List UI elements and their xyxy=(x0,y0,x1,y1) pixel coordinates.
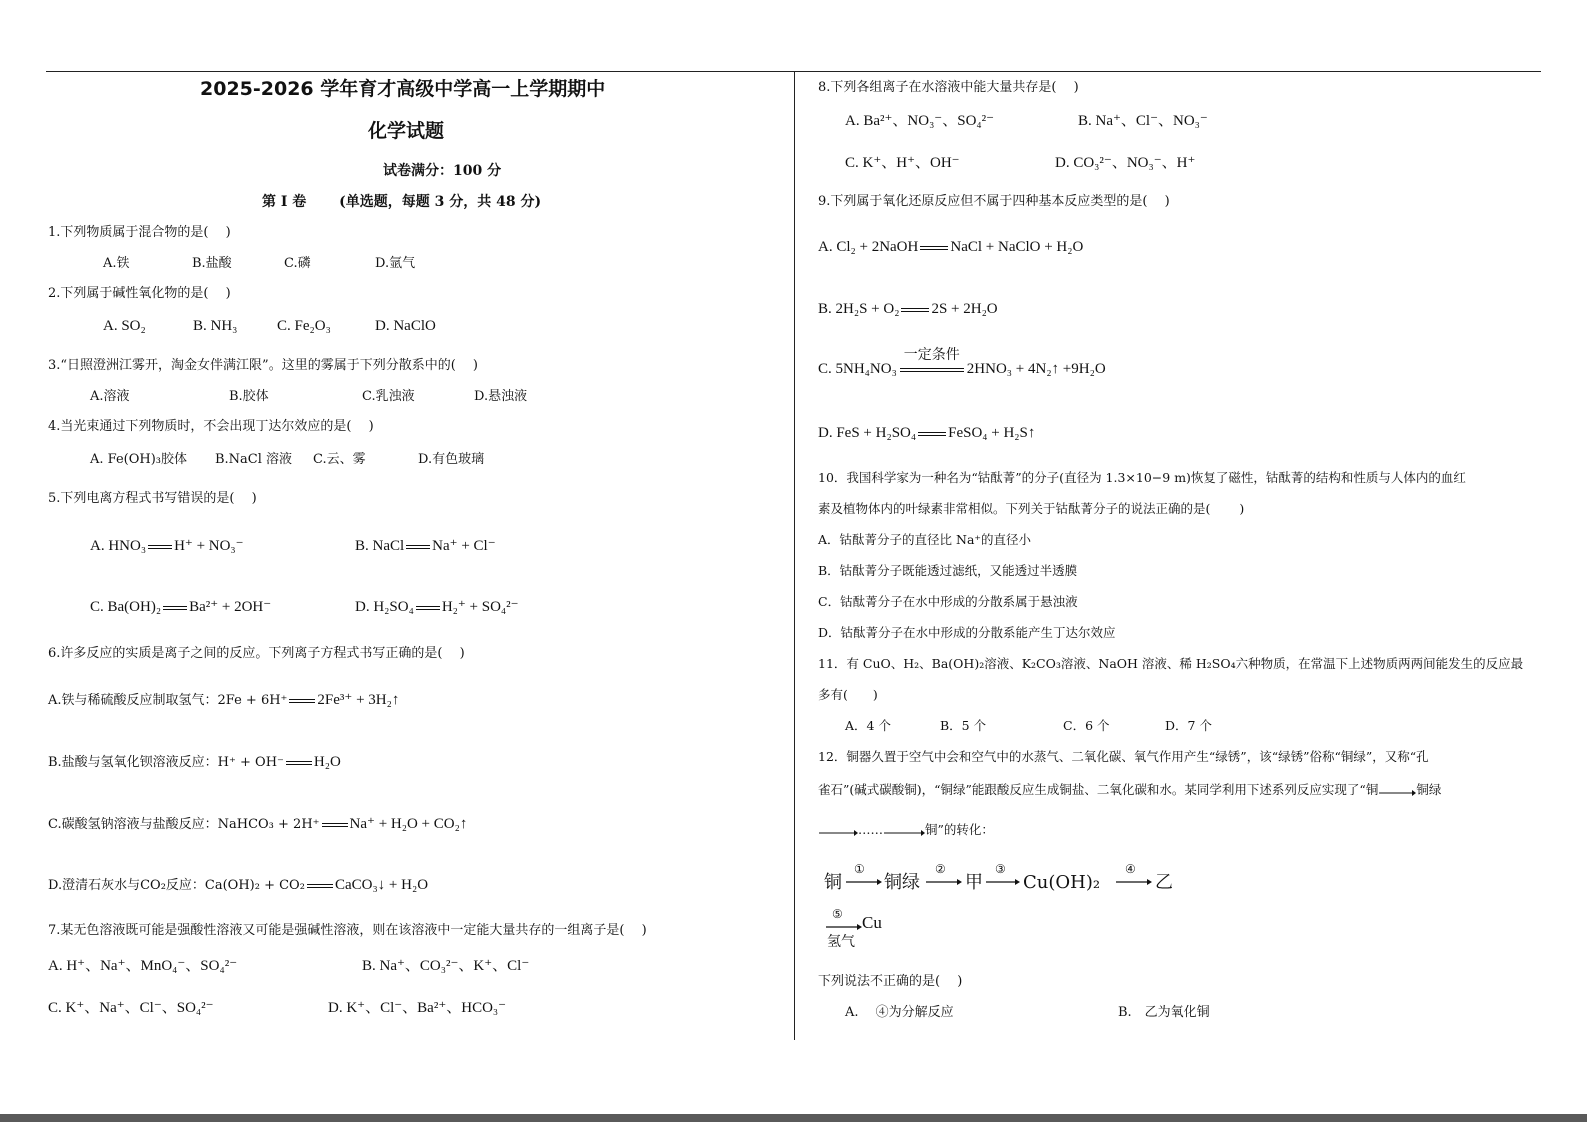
q6-d-right: CaCO₃↓ + H₂O xyxy=(334,877,429,893)
question-8: 8.下列各组离子在水溶液中能大量共存是( ) xyxy=(818,80,1079,95)
q1-option-c: C.磷 xyxy=(284,256,311,271)
q1-option-b: B.盐酸 xyxy=(192,256,232,271)
chain-copper: 铜 xyxy=(824,872,842,893)
question-7: 7.某无色溶液既可能是强酸性溶液又可能是强碱性溶液，则在该溶液中一定能大量共存的一组离子是( ) xyxy=(48,923,647,938)
q6-option-c xyxy=(48,815,467,833)
q1-option-d: D.氩气 xyxy=(375,256,416,271)
q3-option-d: D.悬浊液 xyxy=(474,389,528,404)
q11-option-b: B．5 个 xyxy=(940,718,987,733)
bottom-bar xyxy=(0,1114,1587,1122)
chain-step-2: ② xyxy=(935,862,946,876)
arrow-icon xyxy=(846,876,882,886)
question-10-line-2: 素及植物体内的叶绿素非常相似。下列关于钴酞菁分子的说法正确的是( ) xyxy=(818,501,1245,516)
q5-d-reactants: D. H₂SO₄ xyxy=(355,599,414,615)
q4-option-b: B.NaCl 溶液 xyxy=(215,452,293,467)
q5-b-products: Na⁺ + Cl⁻ xyxy=(432,538,496,554)
q6-b-left: B.盐酸与氢氧化钡溶液反应：H⁺ + OH⁻ xyxy=(48,755,284,770)
q12-question: 下列说法不正确的是( ) xyxy=(818,974,963,989)
q8-option-a: A. Ba²⁺、NO₃⁻、SO₄²⁻ xyxy=(845,113,995,129)
equals-sign xyxy=(307,884,333,888)
q9-option-b xyxy=(818,300,998,318)
q8-option-d: D. CO₃²⁻、NO₃⁻、H⁺ xyxy=(1055,155,1196,171)
q8-option-b: B. Na⁺、Cl⁻、NO₃⁻ xyxy=(1078,113,1208,129)
q11-option-a: A．4 个 xyxy=(845,718,891,733)
arrow-icon xyxy=(1378,785,1416,797)
equals-sign xyxy=(416,606,440,610)
q5-option-d xyxy=(355,598,519,616)
question-12-line-2 xyxy=(818,782,1441,797)
q6-a-right: 2Fe³⁺ + 3H₂↑ xyxy=(317,692,400,708)
question-12-line-1: 12．铜器久置于空气中会和空气中的水蒸气、二氧化碳、氧气作用产生“绿锈”，该“绿锈”俗称“铜绿”，又称“孔 xyxy=(818,749,1429,764)
subject-title: 化学试题 xyxy=(368,120,445,142)
question-9: 9.下列属于氧化还原反应但不属于四种基本反应类型的是( ) xyxy=(818,194,1170,209)
arrow-icon xyxy=(926,876,962,886)
equals-sign xyxy=(920,246,948,250)
q11-option-c: C．6 个 xyxy=(1063,718,1110,733)
q5-option-a xyxy=(90,537,244,555)
q11-option-d: D．7 个 xyxy=(1165,718,1212,733)
chain-step-5: ⑤ xyxy=(832,907,843,921)
chain-step-1: ① xyxy=(854,862,865,876)
q6-option-b xyxy=(48,753,341,771)
q9-option-d xyxy=(818,424,1035,442)
arrow-icon xyxy=(1116,876,1152,886)
q9-b-products: 2S + 2H₂O xyxy=(931,301,998,317)
q2-option-b: B. NH₃ xyxy=(193,318,238,334)
q6-option-a xyxy=(48,691,399,709)
q10-option-b: B．钴酞菁分子既能透过滤纸，又能透过半透膜 xyxy=(818,563,1078,578)
q5-d-products: H₂⁺ + SO₄²⁻ xyxy=(441,599,519,615)
chain-verdigris: 铜绿 xyxy=(884,872,920,893)
chain-step-3: ③ xyxy=(995,862,1006,876)
equals-sign xyxy=(322,823,348,827)
q5-option-b xyxy=(355,537,496,555)
equals-sign xyxy=(901,308,929,312)
q8-option-c: C. K⁺、H⁺、OH⁻ xyxy=(845,155,960,171)
question-4: 4.当光束通过下列物质时，不会出现丁达尔效应的是( ) xyxy=(48,419,374,434)
question-11-line-2: 多有( ) xyxy=(818,687,878,702)
q3-option-b: B.胶体 xyxy=(229,389,269,404)
page-title: 2025-2026 学年育才高级中学高一上学期期中 xyxy=(200,78,606,100)
q5-a-reactants: A. HNO₃ xyxy=(90,538,147,554)
question-2: 2.下列属于碱性氧化物的是( ) xyxy=(48,286,231,301)
q6-b-right: H₂O xyxy=(313,754,341,770)
equals-sign xyxy=(148,545,172,549)
q7-option-b: B. Na⁺、CO₃²⁻、K⁺、Cl⁻ xyxy=(362,958,530,974)
equals-sign xyxy=(286,761,312,765)
q10-option-d: D．钴酞菁分子在水中形成的分散系能产生丁达尔效应 xyxy=(818,625,1116,640)
q5-c-reactants: C. Ba(OH)₂ xyxy=(90,599,162,615)
q5-c-products: Ba²⁺ + 2OH⁻ xyxy=(189,599,272,615)
q2-option-c: C. Fe₂O₃ xyxy=(277,318,331,334)
chain-step-4: ④ xyxy=(1125,862,1136,876)
section-heading: 第 I 卷 (单选题，每题 3 分，共 48 分) xyxy=(262,194,542,210)
arrow-icon xyxy=(986,876,1020,886)
q6-d-left: D.澄清石灰水与CO₂反应：Ca(OH)₂ + CO₂ xyxy=(48,878,305,893)
equals-sign xyxy=(918,432,946,436)
question-6: 6.许多反应的实质是离子之间的反应。下列离子方程式书写正确的是( ) xyxy=(48,646,465,661)
q9-a-reactants: A. Cl₂ + 2NaOH xyxy=(818,239,919,255)
score-line: 试卷满分：100 分 xyxy=(383,163,502,179)
chain-cu-product: Cu xyxy=(862,913,882,932)
chain-copper-hydroxide: Cu(OH)₂ xyxy=(1023,872,1101,893)
q12-option-a: A. ④为分解反应 xyxy=(845,1005,954,1020)
q9-c-condition: 一定条件 xyxy=(903,346,960,363)
question-3: 3.“日照澄洲江雾开，淘金女伴满江限”。这里的雾属于下列分散系中的( ) xyxy=(48,358,478,373)
q9-b-reactants: B. 2H₂S + O₂ xyxy=(818,301,900,317)
chain-yi: 乙 xyxy=(1155,872,1173,893)
arrow-icon xyxy=(818,825,858,837)
q6-a-left: A.铁与稀硫酸反应制取氢气：2Fe + 6H⁺ xyxy=(48,693,288,708)
column-divider xyxy=(794,72,795,1040)
equals-sign xyxy=(163,606,187,610)
question-5: 5.下列电离方程式书写错误的是( ) xyxy=(48,491,257,506)
question-1: 1.下列物质属于混合物的是( ) xyxy=(48,225,231,240)
q9-c-reactants: C. 5NH₄NO₃ xyxy=(818,361,897,377)
q9-option-a xyxy=(818,238,1083,256)
q5-option-c xyxy=(90,598,271,616)
q10-option-a: A．钴酞菁分子的直径比 Na⁺的直径小 xyxy=(818,532,1031,547)
q6-c-right: Na⁺ + H₂O + CO₂↑ xyxy=(349,816,468,832)
q4-option-d: D.有色玻璃 xyxy=(418,452,485,467)
q6-c-left: C.碳酸氢钠溶液与盐酸反应：NaHCO₃ + 2H⁺ xyxy=(48,817,320,832)
q7-option-a: A. H⁺、Na⁺、MnO₄⁻、SO₄²⁻ xyxy=(48,958,238,974)
q12-line-2-text: 雀石”(碱式碳酸铜)，“铜绿”能跟酸反应生成铜盐、二氧化碳和水。某同学利用下述系列反应实现了“铜 xyxy=(818,782,1379,797)
question-10-line-1: 10．我国科学家为一种名为“钴酞菁”的分子(直径为 1.3×10−9 m)恢复了磁性，钴酞菁的结构和性质与人体内的血红 xyxy=(818,470,1466,485)
question-11-line-1: 11．有 CuO、H₂、Ba(OH)₂溶液、K₂CO₃溶液、NaOH 溶液、稀 H₂SO₄六种物质，在常温下上述物质两两间能发生的反应最 xyxy=(818,656,1524,671)
equals-sign xyxy=(289,699,315,703)
arrow-icon xyxy=(826,921,862,931)
q7-option-d: D. K⁺、Cl⁻、Ba²⁺、HCO₃⁻ xyxy=(328,1000,507,1016)
q10-option-c: C．钴酞菁分子在水中形成的分散系属于悬浊液 xyxy=(818,594,1078,609)
q9-c-products: 2HNO₃ + 4N₂↑ +9H₂O xyxy=(966,361,1106,377)
q9-d-reactants: D. FeS + H₂SO₄ xyxy=(818,425,917,441)
q12-option-b: B. 乙为氧化铜 xyxy=(1118,1005,1210,1020)
q4-option-a: A. Fe(OH)₃胶体 xyxy=(90,452,188,467)
q9-d-products: FeSO₄ + H₂S↑ xyxy=(948,425,1036,441)
q12-ellipsis: …… xyxy=(858,822,883,837)
q12-line-3-end: 铜”的转化： xyxy=(925,822,994,837)
q12-line-2-end: 铜绿 xyxy=(1416,782,1442,797)
chain-hydrogen-label: 氢气 xyxy=(827,934,855,950)
q9-a-products: NaCl + NaClO + H₂O xyxy=(950,239,1084,255)
q5-a-products: H⁺ + NO₃⁻ xyxy=(174,538,244,554)
arrow-icon xyxy=(883,825,925,837)
condition-equals xyxy=(900,346,964,372)
question-12-line-3 xyxy=(818,822,994,837)
q6-option-d xyxy=(48,876,428,894)
q9-option-c xyxy=(818,346,1106,378)
q1-option-a: A.铁 xyxy=(103,256,130,271)
q4-option-c: C.云、雾 xyxy=(313,452,366,467)
q3-option-a: A.溶液 xyxy=(90,389,130,404)
equals-sign xyxy=(406,545,430,549)
q5-b-reactants: B. NaCl xyxy=(355,538,405,554)
q7-option-c: C. K⁺、Na⁺、Cl⁻、SO₄²⁻ xyxy=(48,1000,214,1016)
q2-option-d: D. NaClO xyxy=(375,318,436,334)
q3-option-c: C.乳浊液 xyxy=(362,389,415,404)
chain-jia: 甲 xyxy=(965,872,983,893)
q2-option-a: A. SO₂ xyxy=(103,318,146,334)
